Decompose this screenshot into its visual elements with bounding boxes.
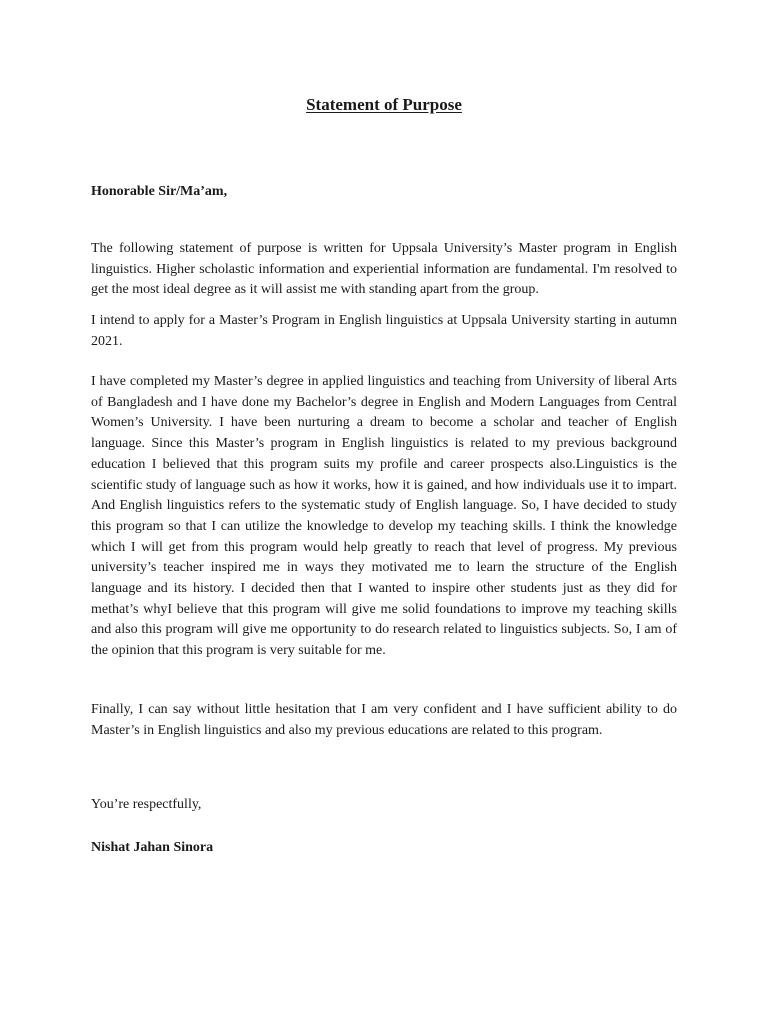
salutation: Honorable Sir/Ma’am, [91,184,228,199]
closing-line: You’re respectfully, [91,797,202,812]
paragraph-conclusion: Finally, I can say without little hesitation that I am very confident and I have sufficient ability to do Master’s in English linguistics and also my previous educations are related to this program. [91,702,677,738]
page-title: Statement of Purpose [306,95,462,114]
paragraph-intro: The following statement of purpose is written for Uppsala University’s Master program in English linguistics. Higher scholastic information and experiential information are fundamental. I'm resolved to get the most ideal degree as it will assist me with standing apart from the group. [91,241,677,298]
paragraph-background: I have completed my Master’s degree in applied linguistics and teaching from University of liberal Arts of Bangladesh and I have done my Bachelor’s degree in English and Modern Languages from Central Women’s University. I have been nurturing a dream to become a scholar and teacher of English language. Since this Master’s program in English linguistics is related to my previous background education I believed that this program suits my profile and career prospects also.Linguistics is the scientific study of language such as how it works, how it is gained, and how individuals use it to impart. And English linguistics refers to the systematic study of English language. So, I have decided to study this program so that I can utilize the knowledge to develop my teaching skills. I think the knowledge which I will get from this program would help greatly to reach that level of progress. My previous university’s teacher inspired me in ways they motivated me to learn the structure of the English language and its history. I decided then that I wanted to inspire other students just as they did for methat’s whyI believe that this program will give me solid foundations to improve my teaching skills and also this program will give me opportunity to do research related to linguistics subjects. So, I am of the opinion that this program is very suitable for me. [91,374,677,659]
paragraph-intent: I intend to apply for a Master’s Program in English linguistics at Uppsala University starting in autumn 2021. [91,313,677,349]
signature-name: Nishat Jahan Sinora [91,840,214,855]
